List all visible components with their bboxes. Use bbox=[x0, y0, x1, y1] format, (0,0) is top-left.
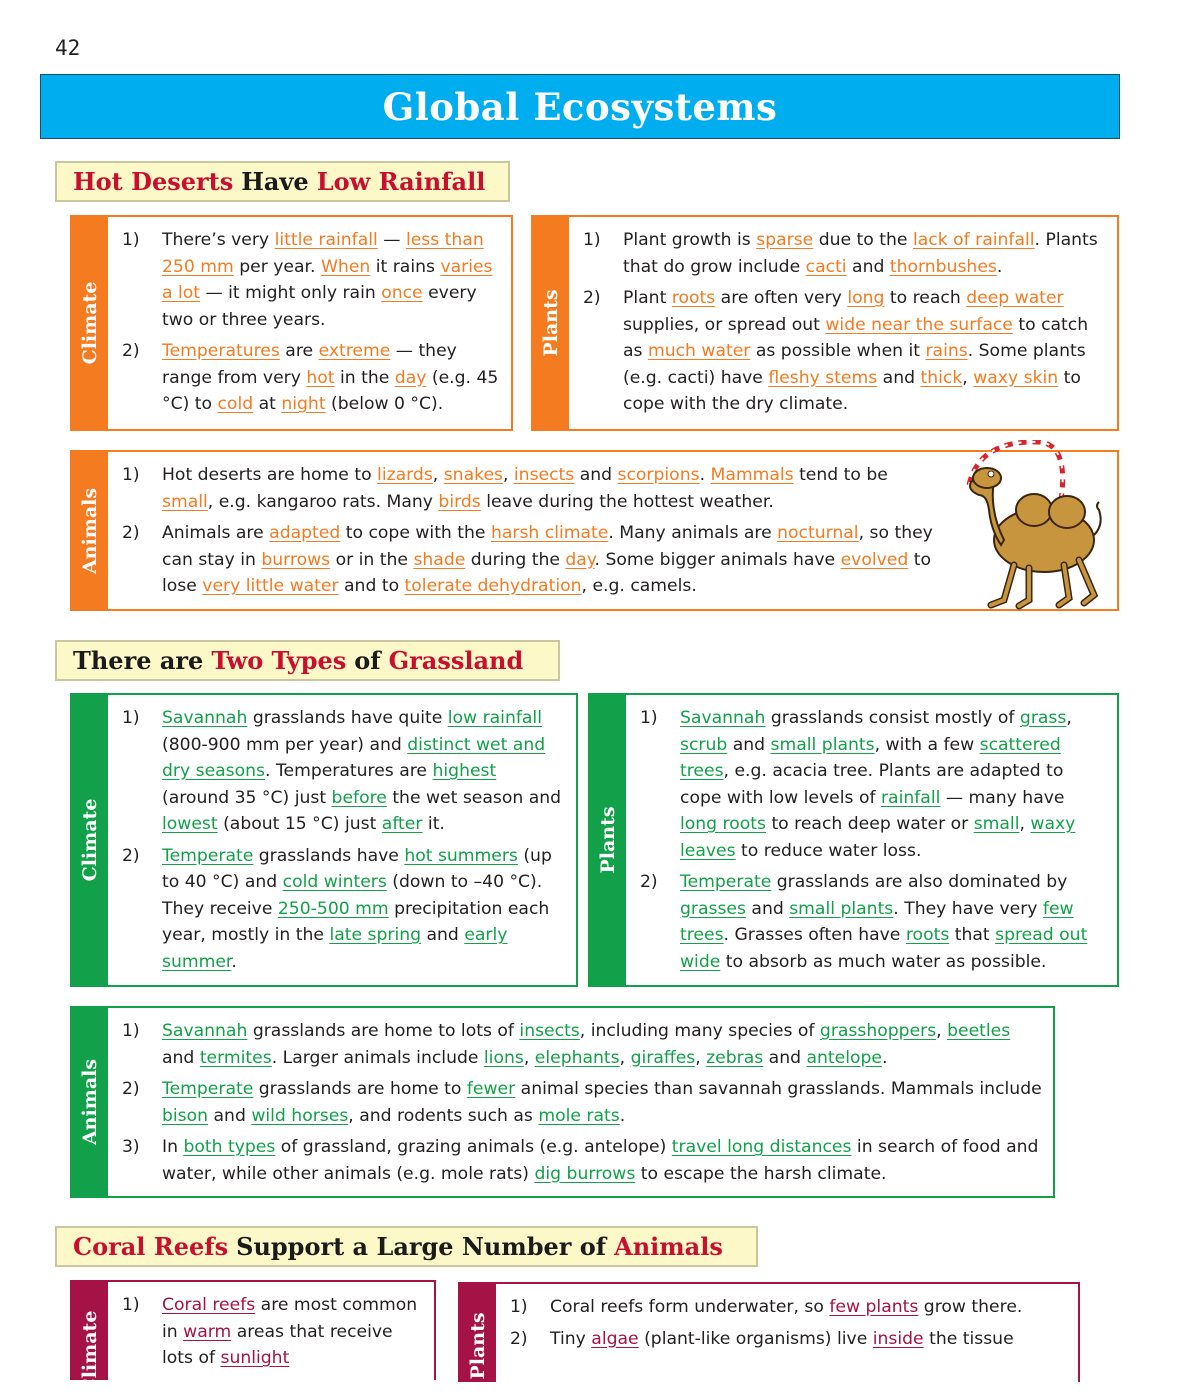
keyword: small bbox=[973, 814, 1020, 834]
grassland-animals-tab bbox=[72, 1008, 108, 1196]
keyword: antelope bbox=[806, 1047, 882, 1068]
text-run: . Some bigger animals have bbox=[594, 549, 841, 570]
keyword: scorpions bbox=[617, 465, 700, 485]
keyword: lizards bbox=[377, 465, 433, 485]
coral-plants-tab bbox=[460, 1284, 496, 1382]
text-run: . bbox=[231, 951, 237, 972]
item-number: 1) bbox=[583, 230, 601, 250]
text-run: to escape the harsh climate. bbox=[635, 1163, 887, 1184]
tab-label: Climate bbox=[79, 281, 101, 365]
keyword: sparse bbox=[756, 230, 814, 250]
list-item bbox=[122, 227, 501, 333]
item-text bbox=[162, 338, 501, 418]
keyword: dig burrows bbox=[534, 1163, 636, 1184]
keyword: elephants bbox=[534, 1047, 620, 1068]
item-number: 2) bbox=[122, 523, 140, 543]
text-run: (about 15 °C) just bbox=[217, 814, 382, 834]
keyword: mole rats bbox=[538, 1105, 620, 1126]
text-run: and bbox=[727, 734, 771, 755]
tab-label: Animals bbox=[79, 1058, 101, 1146]
grassland-climate-list bbox=[108, 695, 576, 985]
text-run: , bbox=[695, 1047, 707, 1068]
list-item bbox=[122, 1134, 1043, 1187]
grassland-plants-list bbox=[626, 695, 1117, 985]
keyword: after bbox=[381, 814, 423, 834]
keyword: grass bbox=[1019, 708, 1067, 728]
text-run: grasslands consist mostly of bbox=[765, 708, 1020, 728]
keyword: algae bbox=[591, 1328, 639, 1349]
text-run: Plant growth is bbox=[623, 230, 757, 250]
keyword: cacti bbox=[805, 256, 847, 277]
tab-label: Climate bbox=[79, 1310, 101, 1393]
item-number: 1) bbox=[122, 1295, 140, 1315]
keyword: grasses bbox=[680, 898, 746, 919]
item-text bbox=[162, 227, 501, 333]
grassland-plants-tab bbox=[590, 695, 626, 985]
text-run: due to the bbox=[813, 230, 913, 250]
keyword: both types bbox=[183, 1137, 276, 1157]
item-text bbox=[162, 1076, 1043, 1129]
text-run: and bbox=[763, 1047, 807, 1068]
text-run: In bbox=[162, 1137, 184, 1157]
keyword: Temperate bbox=[680, 872, 772, 892]
text-run: . Larger animals include bbox=[271, 1047, 484, 1068]
text-run: , and rodents such as bbox=[348, 1105, 539, 1126]
tab-label: Plants bbox=[597, 806, 619, 874]
page-title: Global Ecosystems bbox=[382, 84, 778, 129]
text-run: , bbox=[1066, 708, 1072, 728]
title-bar bbox=[40, 74, 1120, 139]
text-run: — many have bbox=[940, 787, 1065, 808]
keyword: once bbox=[381, 283, 423, 303]
keyword: before bbox=[331, 787, 387, 808]
item-text bbox=[162, 462, 937, 515]
list-item bbox=[122, 705, 566, 838]
text-run: the tissue bbox=[923, 1328, 1014, 1349]
item-text bbox=[162, 520, 937, 600]
list-item bbox=[583, 285, 1107, 418]
keyword: wide near the surface bbox=[825, 314, 1013, 335]
item-text bbox=[623, 285, 1107, 418]
keyword: scattered trees bbox=[680, 734, 1061, 781]
keyword: travel long distances bbox=[671, 1137, 852, 1157]
keyword: hot summers bbox=[404, 845, 518, 866]
text-run: precipitation each year, mostly in the bbox=[162, 898, 550, 945]
keyword: thornbushes bbox=[889, 256, 997, 277]
keyword: fleshy stems bbox=[768, 367, 878, 388]
text-run: , bbox=[936, 1021, 948, 1041]
section-heading-coral bbox=[55, 1226, 758, 1267]
heading-part: Hot Deserts bbox=[73, 167, 234, 196]
item-number: 2) bbox=[640, 872, 658, 892]
keyword: waxy skin bbox=[973, 367, 1059, 388]
keyword: tolerate dehydration bbox=[404, 576, 582, 596]
keyword: cold bbox=[217, 394, 254, 414]
keyword: nocturnal bbox=[777, 523, 859, 543]
text-run: or in the bbox=[330, 549, 414, 570]
heading-part: Two Types bbox=[211, 646, 347, 675]
text-run: animal species than savannah grasslands. Mammals include bbox=[515, 1079, 1042, 1099]
text-run: Plant bbox=[623, 288, 672, 308]
list-item bbox=[122, 1292, 424, 1372]
keyword: roots bbox=[905, 925, 950, 945]
text-run: and bbox=[745, 898, 790, 919]
keyword: very little water bbox=[202, 576, 339, 596]
text-run: — it might only rain bbox=[200, 283, 382, 303]
keyword: 250-500 mm bbox=[277, 898, 389, 919]
text-run: (around 35 °C) just bbox=[162, 787, 332, 808]
text-run: Animals are bbox=[162, 523, 270, 543]
list-item bbox=[640, 705, 1107, 864]
text-run: in search of food and water, while other animals (e.g. mole rats) bbox=[162, 1137, 1039, 1184]
desert-plants-list bbox=[569, 217, 1117, 429]
text-run: , so they can stay in bbox=[162, 523, 933, 570]
keyword: small bbox=[162, 491, 208, 512]
item-text bbox=[162, 705, 566, 838]
text-run: . Some plants (e.g. cacti) have bbox=[623, 341, 1086, 388]
text-run: Coral reefs form underwater, so bbox=[550, 1297, 830, 1317]
keyword: cold winters bbox=[282, 872, 387, 892]
text-run: areas that receive lots of bbox=[162, 1321, 393, 1368]
text-run: at bbox=[253, 394, 282, 414]
desert-climate-list bbox=[108, 217, 511, 429]
list-item bbox=[122, 462, 937, 515]
keyword: sunlight bbox=[220, 1348, 290, 1368]
keyword: termites bbox=[199, 1047, 272, 1068]
keyword: Savannah bbox=[680, 708, 766, 728]
keyword: highest bbox=[432, 761, 497, 781]
list-item bbox=[122, 338, 501, 418]
text-run: — bbox=[377, 230, 406, 250]
keyword: small plants bbox=[770, 734, 875, 755]
text-run: supplies, or spread out bbox=[623, 314, 826, 335]
desert-climate-tab bbox=[72, 217, 108, 429]
keyword: snakes bbox=[443, 465, 503, 485]
tab-label: Animals bbox=[79, 487, 101, 574]
keyword: varies a lot bbox=[162, 256, 493, 303]
keyword: scrub bbox=[680, 734, 728, 755]
text-run: to reduce water loss. bbox=[735, 840, 922, 861]
item-number: 1) bbox=[122, 708, 140, 728]
text-run: and bbox=[208, 1105, 252, 1126]
text-run: are often very bbox=[715, 288, 848, 308]
text-run: , including many species of bbox=[579, 1021, 820, 1041]
text-run: , bbox=[962, 367, 974, 388]
text-run: , bbox=[432, 465, 444, 485]
keyword: thick bbox=[920, 367, 963, 388]
text-run: grasslands are home to bbox=[253, 1079, 467, 1099]
heading-part: of bbox=[354, 646, 381, 675]
text-run: (down to –40 °C). They receive bbox=[162, 872, 543, 919]
keyword: Temperate bbox=[162, 845, 254, 866]
item-number: 3) bbox=[122, 1137, 140, 1157]
heading-part: Grassland bbox=[388, 646, 524, 675]
keyword: rains bbox=[925, 341, 968, 361]
text-run: (plant-like organisms) live bbox=[638, 1328, 873, 1349]
item-number: 1) bbox=[640, 708, 658, 728]
item-number: 2) bbox=[583, 288, 601, 308]
text-run: grasslands are home to lots of bbox=[247, 1021, 520, 1041]
tab-label: Plants bbox=[467, 1312, 489, 1380]
keyword: beetles bbox=[947, 1021, 1011, 1041]
tab-label: Climate bbox=[79, 798, 101, 882]
keyword: rainfall bbox=[880, 787, 941, 808]
item-number: 2) bbox=[122, 845, 140, 866]
text-run: , bbox=[619, 1047, 631, 1068]
keyword: little rainfall bbox=[274, 230, 378, 250]
text-run: to catch as bbox=[623, 314, 1089, 361]
text-run: , bbox=[523, 1047, 535, 1068]
text-run: and bbox=[574, 465, 618, 485]
text-run: to lose bbox=[162, 549, 932, 596]
keyword: giraffes bbox=[630, 1047, 696, 1068]
text-run: as possible when it bbox=[750, 341, 926, 361]
keyword: much water bbox=[647, 341, 751, 361]
keyword: extreme bbox=[318, 341, 391, 361]
item-text bbox=[162, 843, 566, 976]
item-text bbox=[550, 1326, 1068, 1353]
text-run: and bbox=[877, 367, 921, 388]
keyword: early summer bbox=[162, 925, 508, 972]
coral-climate-list bbox=[108, 1282, 434, 1380]
keyword: distinct wet and dry seasons bbox=[162, 734, 546, 781]
keyword: lions bbox=[483, 1047, 524, 1068]
list-item bbox=[640, 869, 1107, 975]
list-item bbox=[583, 227, 1107, 280]
heading-part: Have bbox=[241, 167, 309, 196]
text-run: it rains bbox=[370, 256, 441, 277]
text-run: . bbox=[619, 1105, 626, 1126]
text-run: to reach deep water or bbox=[765, 814, 974, 834]
item-text bbox=[550, 1294, 1068, 1321]
desert-plants-box bbox=[531, 215, 1119, 431]
keyword: When bbox=[320, 256, 371, 277]
keyword: shade bbox=[413, 549, 466, 570]
keyword: Temperate bbox=[162, 1079, 254, 1099]
text-run: , bbox=[1019, 814, 1031, 834]
text-run: , e.g. camels. bbox=[581, 576, 697, 596]
keyword: night bbox=[281, 394, 326, 414]
item-text bbox=[162, 1134, 1043, 1187]
keyword: fewer bbox=[466, 1079, 516, 1099]
text-run: , e.g. kangaroo rats. Many bbox=[207, 491, 439, 512]
keyword: birds bbox=[438, 491, 481, 512]
item-text bbox=[680, 705, 1107, 864]
keyword: Temperatures bbox=[162, 341, 280, 361]
keyword: burrows bbox=[261, 549, 331, 570]
item-text bbox=[680, 869, 1107, 975]
text-run: There’s very bbox=[162, 230, 275, 250]
keyword: long bbox=[847, 288, 885, 308]
grassland-climate-box bbox=[70, 693, 578, 987]
keyword: lowest bbox=[162, 814, 218, 834]
keyword: wild horses bbox=[251, 1105, 349, 1126]
text-run: and bbox=[162, 1047, 200, 1068]
keyword: lack of rainfall bbox=[912, 230, 1035, 250]
keyword: insects bbox=[519, 1021, 580, 1041]
text-run: (800-900 mm per year) and bbox=[162, 734, 408, 755]
item-text bbox=[162, 1292, 424, 1372]
text-run: and to bbox=[338, 576, 405, 596]
desert-animals-box bbox=[70, 450, 1119, 611]
item-text bbox=[162, 1018, 1043, 1071]
keyword: less than 250 mm bbox=[162, 230, 484, 277]
text-run: , with a few bbox=[874, 734, 980, 755]
list-item bbox=[510, 1294, 1068, 1321]
keyword: few trees bbox=[680, 898, 1074, 945]
text-run: that bbox=[949, 925, 996, 945]
text-run: are bbox=[279, 341, 319, 361]
text-run: (below 0 °C). bbox=[325, 394, 444, 414]
item-number: 1) bbox=[122, 230, 140, 250]
keyword: few plants bbox=[829, 1297, 919, 1317]
text-run: — they range from very bbox=[162, 341, 457, 388]
grassland-plants-box bbox=[588, 693, 1119, 987]
camel-illustration bbox=[949, 440, 1109, 610]
coral-climate-box bbox=[70, 1280, 436, 1393]
item-text bbox=[623, 227, 1107, 280]
text-run: Tiny bbox=[550, 1328, 592, 1349]
text-run: , bbox=[502, 465, 514, 485]
grassland-animals-list bbox=[108, 1008, 1053, 1196]
keyword: Coral reefs bbox=[162, 1295, 256, 1315]
keyword: deep water bbox=[966, 288, 1064, 308]
text-run: . Many animals are bbox=[608, 523, 778, 543]
heading-part: There are bbox=[73, 646, 204, 675]
keyword: adapted bbox=[269, 523, 341, 543]
list-item bbox=[122, 1076, 1043, 1129]
keyword: bison bbox=[162, 1105, 209, 1126]
keyword: zebras bbox=[706, 1047, 764, 1068]
text-run: of grassland, grazing animals (e.g. antelope) bbox=[275, 1137, 672, 1157]
list-item bbox=[122, 520, 937, 600]
keyword: small plants bbox=[789, 898, 894, 919]
text-run: per year. bbox=[233, 256, 321, 277]
keyword: day bbox=[394, 367, 427, 388]
text-run: are most common in bbox=[162, 1295, 418, 1342]
text-run: . Plants that do grow include bbox=[623, 230, 1098, 277]
heading-part: Coral Reefs bbox=[73, 1232, 229, 1261]
text-run: Hot deserts are home to bbox=[162, 465, 378, 485]
coral-climate-tab bbox=[72, 1282, 108, 1393]
text-run: (e.g. 45 °C) to bbox=[162, 367, 499, 414]
text-run: and bbox=[421, 925, 465, 945]
item-number: 2) bbox=[122, 341, 140, 361]
item-number: 1) bbox=[122, 1021, 140, 1041]
keyword: Savannah bbox=[162, 708, 248, 728]
text-run: leave during the hottest weather. bbox=[480, 491, 774, 512]
keyword: harsh climate bbox=[490, 523, 609, 543]
text-run: to cope with the bbox=[340, 523, 491, 543]
keyword: inside bbox=[872, 1328, 924, 1349]
text-run: . Temperatures are bbox=[265, 761, 433, 781]
keyword: evolved bbox=[840, 549, 909, 570]
keyword: late spring bbox=[329, 925, 422, 945]
text-run: . bbox=[996, 256, 1003, 277]
keyword: day bbox=[565, 549, 595, 570]
item-number: 1) bbox=[122, 465, 140, 485]
desert-animals-tab bbox=[72, 452, 108, 609]
text-run: (up to 40 °C) and bbox=[162, 845, 552, 892]
list-item bbox=[122, 1018, 1043, 1071]
text-run: to reach bbox=[884, 288, 967, 308]
keyword: roots bbox=[671, 288, 716, 308]
heading-part: Support a Large Number of bbox=[236, 1232, 607, 1261]
text-run: to cope with the dry climate. bbox=[623, 367, 1081, 414]
heading-part: Animals bbox=[614, 1232, 723, 1261]
text-run: . bbox=[699, 465, 711, 485]
page-number: 42 bbox=[55, 36, 81, 60]
text-run: the wet season and bbox=[386, 787, 562, 808]
keyword: warm bbox=[183, 1321, 232, 1342]
text-run: grasslands are also dominated by bbox=[771, 872, 1068, 892]
coral-plants-list bbox=[496, 1284, 1078, 1382]
text-run: grasslands have bbox=[253, 845, 405, 866]
keyword: waxy leaves bbox=[680, 814, 1076, 861]
text-run: grasslands have quite bbox=[247, 708, 448, 728]
section-heading-desert bbox=[55, 161, 510, 202]
coral-plants-box bbox=[458, 1282, 1080, 1382]
text-run: it. bbox=[422, 814, 445, 834]
keyword: spread out wide bbox=[680, 925, 1088, 972]
text-run: to absorb as much water as possible. bbox=[720, 951, 1047, 972]
keyword: Mammals bbox=[710, 465, 794, 485]
text-run: every two or three years. bbox=[162, 283, 477, 330]
grassland-climate-tab bbox=[72, 695, 108, 985]
text-run: . Grasses often have bbox=[723, 925, 906, 945]
text-run: . bbox=[882, 1047, 888, 1068]
text-run: during the bbox=[465, 549, 566, 570]
text-run: , e.g. acacia tree. Plants are adapted to cope with low levels of bbox=[680, 761, 1064, 808]
keyword: Savannah bbox=[162, 1021, 248, 1041]
text-run: grow there. bbox=[918, 1297, 1023, 1317]
desert-climate-box bbox=[70, 215, 513, 431]
text-run: in the bbox=[334, 367, 395, 388]
desert-plants-tab bbox=[533, 217, 569, 429]
list-item bbox=[510, 1326, 1068, 1353]
text-run: tend to be bbox=[793, 465, 888, 485]
section-heading-grassland bbox=[55, 640, 560, 681]
heading-part: Low Rainfall bbox=[316, 167, 486, 196]
keyword: insects bbox=[513, 465, 575, 485]
keyword: grasshoppers bbox=[819, 1021, 937, 1041]
keyword: hot bbox=[306, 367, 335, 388]
list-item bbox=[122, 843, 566, 976]
item-number: 2) bbox=[122, 1079, 140, 1099]
text-run: and bbox=[846, 256, 890, 277]
keyword: long roots bbox=[680, 814, 766, 834]
keyword: low rainfall bbox=[447, 708, 542, 728]
item-number: 2) bbox=[510, 1328, 528, 1349]
tab-label: Plants bbox=[540, 289, 562, 357]
item-number: 1) bbox=[510, 1297, 528, 1317]
text-run: . They have very bbox=[893, 898, 1043, 919]
grassland-animals-box bbox=[70, 1006, 1055, 1198]
